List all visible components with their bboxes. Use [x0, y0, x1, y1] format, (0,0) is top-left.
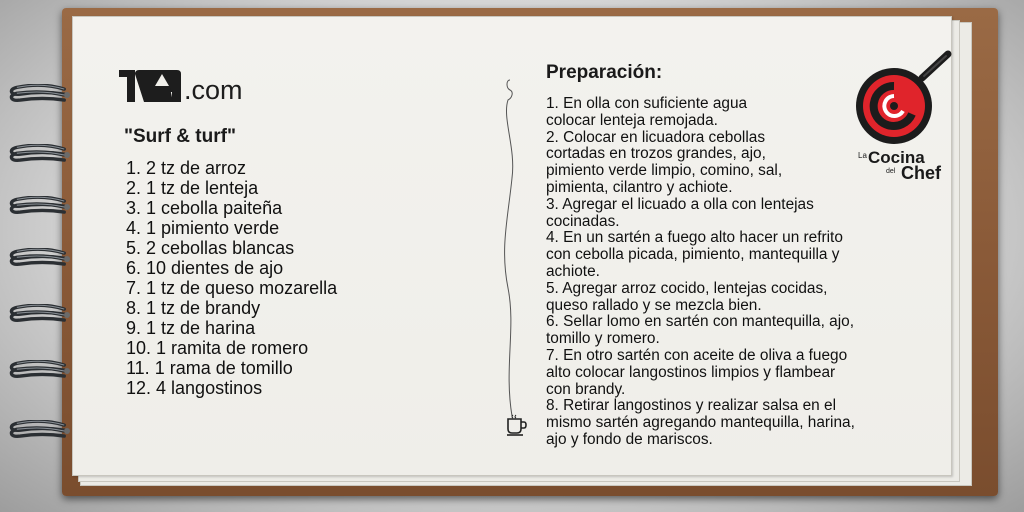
ingredient-list	[126, 158, 337, 398]
show-logo-text	[858, 148, 958, 188]
step-line: con brandy.	[546, 380, 626, 398]
cup-icon	[505, 413, 529, 437]
step-line: queso rallado y se mezcla bien.	[546, 296, 762, 314]
ingredient-item: 3. 1 cebolla paiteña	[126, 198, 283, 218]
step-7	[546, 348, 908, 398]
step-3	[546, 197, 908, 231]
step-line: con cebolla picada, pimiento, mantequilla y	[546, 246, 840, 264]
ta-logo-icon	[119, 70, 181, 104]
logo-word-la: La	[858, 151, 867, 160]
spiral-ring-icon	[4, 248, 72, 270]
step-line: 7. En otro sartén con aceite de oliva a fuego	[546, 346, 848, 364]
spiral-ring-icon	[4, 84, 72, 106]
binding-hole	[64, 312, 70, 318]
step-line: 6. Sellar lomo en sartén con mantequilla, ajo,	[546, 313, 854, 331]
step-line: cortadas en trozos grandes, ajo,	[546, 145, 766, 163]
ingredient-item: 8. 1 tz de brandy	[126, 298, 261, 318]
binding-hole	[64, 256, 70, 262]
binding-hole	[64, 152, 70, 158]
spiral-ring-icon	[4, 144, 72, 166]
binding-hole	[64, 204, 70, 210]
step-line: 4. En un sartén a fuego alto hacer un refrito	[546, 229, 843, 247]
step-line: 1. En olla con suficiente agua	[546, 95, 748, 112]
step-line: 3. Agregar el licuado a olla con lentejas	[546, 195, 814, 213]
step-5	[546, 281, 908, 315]
spiral-ring-icon	[4, 196, 72, 218]
step-line: 8. Retirar langostinos y realizar salsa en el	[546, 397, 836, 415]
step-line: tomillo y romero.	[546, 330, 660, 348]
step-6	[546, 314, 908, 348]
step-line: achiote.	[546, 262, 600, 280]
logo-word-del: del	[886, 168, 896, 175]
ingredient-item: 11. 1 rama de tomillo	[126, 358, 293, 378]
step-line: 5. Agregar arroz cocido, lentejas cocidas,	[546, 279, 828, 297]
wavy-line-divider	[498, 78, 528, 418]
binding-hole	[64, 368, 70, 374]
step-line: colocar lenteja remojada.	[546, 111, 718, 129]
step-4	[546, 230, 908, 280]
recipe-title: "Surf & turf"	[124, 126, 236, 147]
preparation-title: Preparación:	[546, 62, 663, 83]
step-line: mismo sartén agregando mantequilla, harina,	[546, 414, 855, 432]
ingredient-item: 5. 2 cebollas blancas	[126, 238, 295, 258]
step-line: pimiento verde limpio, comino, sal,	[546, 162, 783, 180]
step-line: ajo y fondo de mariscos.	[546, 430, 713, 448]
site-logo	[119, 64, 243, 104]
ingredient-item: 6. 10 dientes de ajo	[126, 258, 284, 278]
spiral-ring-icon	[4, 360, 72, 382]
ingredient-item: 2. 1 tz de lenteja	[126, 178, 259, 198]
spiral-ring-icon	[4, 304, 72, 326]
step-line: cocinadas.	[546, 212, 620, 230]
site-domain-suffix: .com	[184, 75, 243, 105]
binding-hole	[64, 92, 70, 98]
ingredient-item: 9. 1 tz de harina	[126, 318, 256, 338]
step-line: 2. Colocar en licuadora cebollas	[546, 128, 766, 146]
step-line: pimienta, cilantro y achiote.	[546, 178, 733, 196]
ingredient-item: 7. 1 tz de queso mozarella	[126, 278, 338, 298]
ingredient-item: 4. 1 pimiento verde	[126, 218, 280, 238]
ingredient-item: 1. 2 tz de arroz	[126, 158, 247, 178]
step-line: alto colocar langostinos limpios y flambear	[546, 363, 836, 381]
binding-hole	[64, 428, 70, 434]
step-8	[546, 398, 908, 448]
logo-word-cocina: Cocina	[868, 148, 925, 167]
spiral-ring-icon	[4, 420, 72, 442]
logo-word-chef: Chef	[901, 163, 941, 183]
frying-pan-logo-icon	[854, 50, 954, 150]
ingredient-item: 10. 1 ramita de romero	[126, 338, 309, 358]
ingredient-item: 12. 4 langostinos	[126, 378, 263, 398]
